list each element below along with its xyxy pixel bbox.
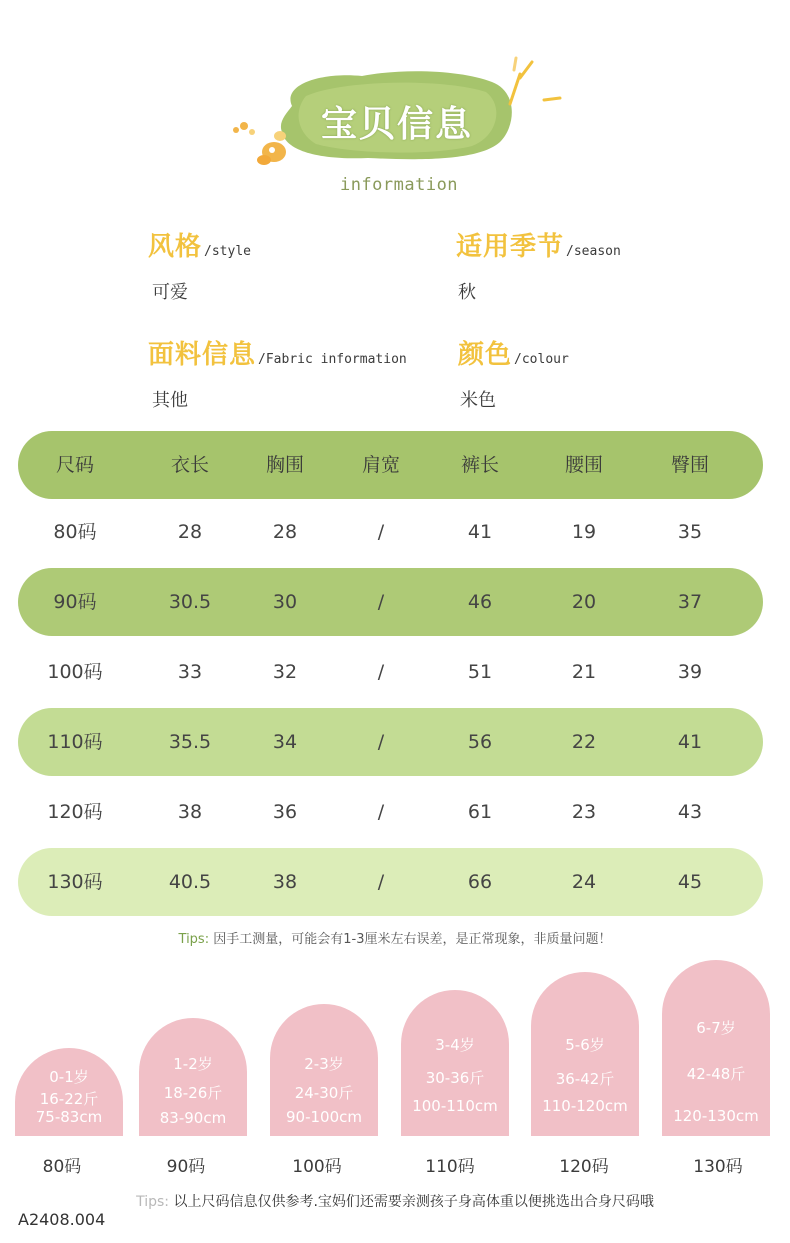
header-cell-waist: 腰围 [564, 454, 603, 476]
product-code: A2408.004 [18, 1210, 106, 1229]
measurement-tips: Tips: 因手工测量，可能会有1-3厘米左右误差，是正常现象，非质量问题！ [178, 932, 612, 947]
header-cell-hip: 臀围 [670, 454, 709, 476]
size-label-130: 130码 [693, 1157, 743, 1177]
size-arch-130: 6-7岁 42-48斤 120-130cm [662, 960, 770, 1136]
header-cell-pants: 裤长 [460, 454, 499, 476]
season-value: 秋 [458, 282, 476, 303]
size-label-100: 100码 [292, 1157, 342, 1177]
size-arch-120: 5-6岁 36-42斤 110-120cm [531, 972, 639, 1136]
size-label-110: 110码 [425, 1157, 475, 1177]
fabric-value: 其他 [152, 390, 188, 411]
wheat-icon [500, 54, 566, 114]
table-row: 120码 38 36 / 61 23 43 [47, 801, 703, 823]
colour-value: 米色 [460, 390, 496, 411]
table-row: 130码 40.5 38 / 66 24 45 [18, 848, 763, 916]
size-label-120: 120码 [559, 1157, 609, 1177]
flower-icon [222, 112, 294, 172]
header-banner [222, 52, 567, 202]
size-arch-110: 3-4岁 30-36斤 100-110cm [401, 990, 509, 1136]
table-header-row [18, 431, 763, 499]
header-cell-shoulder: 肩宽 [361, 454, 400, 476]
style-label: 风格 /style [148, 232, 251, 262]
size-reference-tips: Tips: 以上尺码信息仅供参考.宝妈们还需要亲测孩子身高体重以便挑选出合身尺码哦 [136, 1194, 654, 1210]
size-arch-90: 1-2岁 18-26斤 83-90cm [139, 1018, 247, 1136]
header-cell-length: 衣长 [170, 454, 209, 476]
header-cell-chest: 胸围 [265, 454, 304, 476]
page-subtitle: information [339, 175, 459, 195]
page-title: 宝贝信息 [320, 104, 473, 145]
table-row: 100码 33 32 / 51 21 39 [47, 661, 703, 683]
season-label: 适用季节 /season [456, 232, 621, 262]
size-arch-80: 0-1岁 16-22斤 75-83cm [15, 1048, 123, 1136]
size-arch-100: 2-3岁 24-30斤 90-100cm [270, 1004, 378, 1136]
table-row: 80码 28 28 / 41 19 35 [53, 521, 703, 543]
fabric-label: 面料信息 /Fabric information [148, 340, 407, 370]
size-label-90: 90码 [166, 1157, 206, 1177]
header-cell-size: 尺码 [55, 454, 94, 476]
size-label-80: 80码 [42, 1157, 82, 1177]
style-value: 可爱 [152, 282, 188, 303]
colour-label: 颜色 /colour [458, 340, 569, 370]
table-row: 110码 35.5 34 / 56 22 41 [18, 708, 763, 776]
table-row: 90码 30.5 30 / 46 20 37 [18, 568, 763, 636]
